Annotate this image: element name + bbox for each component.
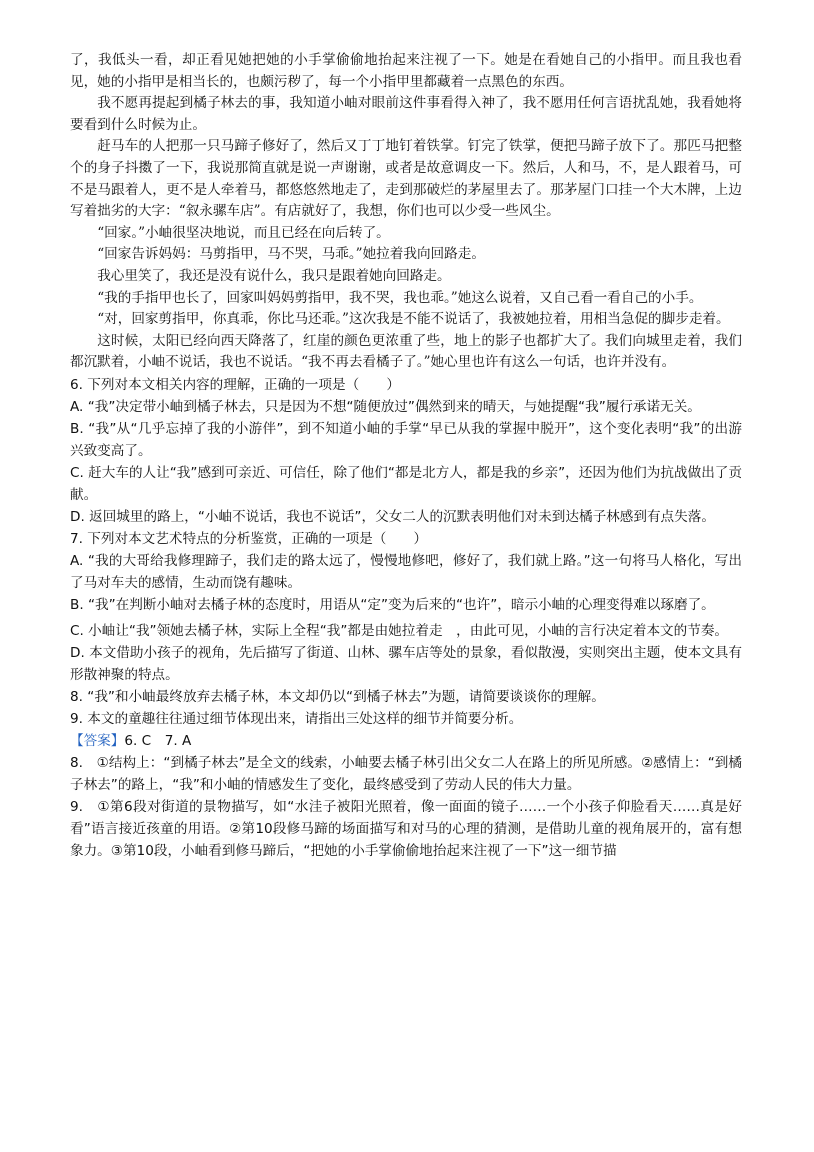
question-6-option-c: C. 赶大车的人让“我”感到可亲近、可信任，除了他们“都是北方人，都是我的乡亲”，还因为他们为抗战做出了贡献。 (70, 464, 742, 503)
answer-q8: 8. ①结构上：“到橘子林去”是全文的线索，小岫要去橘子林引出父女二人在路上的所见所感。②感情上：“到橘子林去”的路上，“我”和小岫的情感发生了变化，最终感受到了劳动人民的伟大力量。 (70, 754, 742, 793)
answer-q9: 9. ①第6段对街道的景物描写，如“水洼子被阳光照着，像一面面的镜子……一个小孩子仰脸看天……真是好看”语言接近孩童的用语。②第10段修马蹄的场面描写和对马的心理的猜测，是借助儿童的视角展开的，富有想象力。③第10段，小岫看到修马蹄后，“把她的小手掌偷偷地抬起来注视了一下”这一细节描 (70, 798, 742, 859)
answer-mc: 6. C 7. A (124, 732, 192, 749)
story-paragraph: “对，回家剪指甲，你真乖，你比马还乖。”这次我是不能不说话了，我被她拉着，用相当急促的脚步走着。 (97, 311, 730, 328)
question-9-stem: 9. 本文的童趣往往通过细节体现出来，请指出三处这样的细节并简要分析。 (70, 710, 523, 727)
story-paragraph: “回家。”小岫很坚决地说，而且已经在向后转了。 (97, 224, 390, 241)
document-page (70, 50, 742, 862)
question-6-option-a: A. “我”决定带小岫到橘子林去，只是因为不想“随便放过”偶然到来的晴天，与她提醒“我”履行承诺无关。 (70, 398, 701, 415)
question-7-stem: 7. 下列对本文艺术特点的分析鉴赏，正确的一项是（ ） (70, 530, 428, 547)
question-7-option-b: B. “我”在判断小岫对去橘子林的态度时，用语从“定”变为后来的“也许”，暗示小岫的心理变得难以琢磨了。 (70, 596, 715, 613)
question-7-option-a: A. “我的大哥给我修理蹄子，我们走的路太远了，慢慢地修吧，修好了，我们就上路。”这一句将马人格化，写出了马对车夫的感情，生动而饶有趣味。 (70, 552, 742, 591)
question-6-option-d: D. 返回城里的路上，“小岫不说话，我也不说话”，父女二人的沉默表明他们对未到达橘子林感到有点失落。 (70, 508, 715, 525)
story-paragraph: 我心里笑了，我还是没有说什么，我只是跟着她向回路走。 (97, 267, 451, 284)
question-6-option-b: B. “我”从“几乎忘掉了我的小游伴”，到不知道小岫的手掌“早已从我的掌握中脱开”，这个变化表明“我”的出游兴致变高了。 (70, 420, 742, 459)
question-7-option-d: D. 本文借助小孩子的视角，先后描写了街道、山林、骡车店等处的景象，看似散漫，实则突出主题，使本文具有形散神聚的特点。 (70, 644, 742, 683)
question-section (70, 374, 742, 730)
question-7-option-c: C. 小岫让“我”领她去橘子林，实际上全程“我”都是由她拉着走 ，由此可见，小岫的言行决定着本文的节奏。 (70, 622, 729, 639)
story-paragraph: 赶马车的人把那一只马蹄子修好了，然后又丁丁地钉着铁掌。钉完了铁掌，便把马蹄子放下了。那匹马把整个的身子抖擞了一下，我说那简直就是说一声谢谢，或者是故意调皮一下。然后，人和马，不，是人跟着马，可不是马跟着人，更不是人牵着马，都悠悠然地走了，走到那破烂的茅屋里去了。那茅屋门口挂一个大木牌，上边写着拙劣的大字：“叙永骡车店”。有店就好了，我想，你们也可以少受一些风尘。 (70, 138, 742, 220)
answer-section (70, 730, 742, 862)
story-paragraph: “我的手指甲也长了，回家叫妈妈剪指甲，我不哭，我也乖。”她这么说着，又自己看一看自己的小手。 (97, 289, 703, 306)
answer-label: 【答案】 (70, 732, 125, 749)
story-paragraph: 这时候，太阳已经向西天降落了，红崖的颜色更浓重了些，地上的影子也都扩大了。我们向城里走着，我们都沉默着，小岫不说话，我也不说话。“我不再去看橘子了。”她心里也许有这么一句话，也许并没有。 (70, 332, 742, 371)
story-paragraph: “回家告诉妈妈：马剪指甲，马不哭，马乖。”她拉着我向回路走。 (97, 246, 485, 263)
story-paragraph: 我不愿再提起到橘子林去的事，我知道小岫对眼前这件事看得入神了，我不愿用任何言语扰乱她，我看她将要看到什么时候为止。 (70, 95, 742, 133)
story-paragraph: 了，我低头一看，却正看见她把她的小手掌偷偷地抬起来注视了一下。她是在看她自己的小指甲。而且我也看见，她的小指甲是相当长的，也颇污秽了，每一个小指甲里都藏着一点黑色的东西。 (70, 52, 742, 90)
answer-line (70, 730, 742, 752)
question-6-stem: 6. 下列对本文相关内容的理解，正确的一项是（ ） (70, 376, 400, 393)
story-excerpt (70, 50, 742, 374)
question-8-stem: 8. “我”和小岫最终放弃去橘子林，本文却仍以“到橘子林去”为题，请简要谈谈你的理解。 (70, 688, 605, 705)
